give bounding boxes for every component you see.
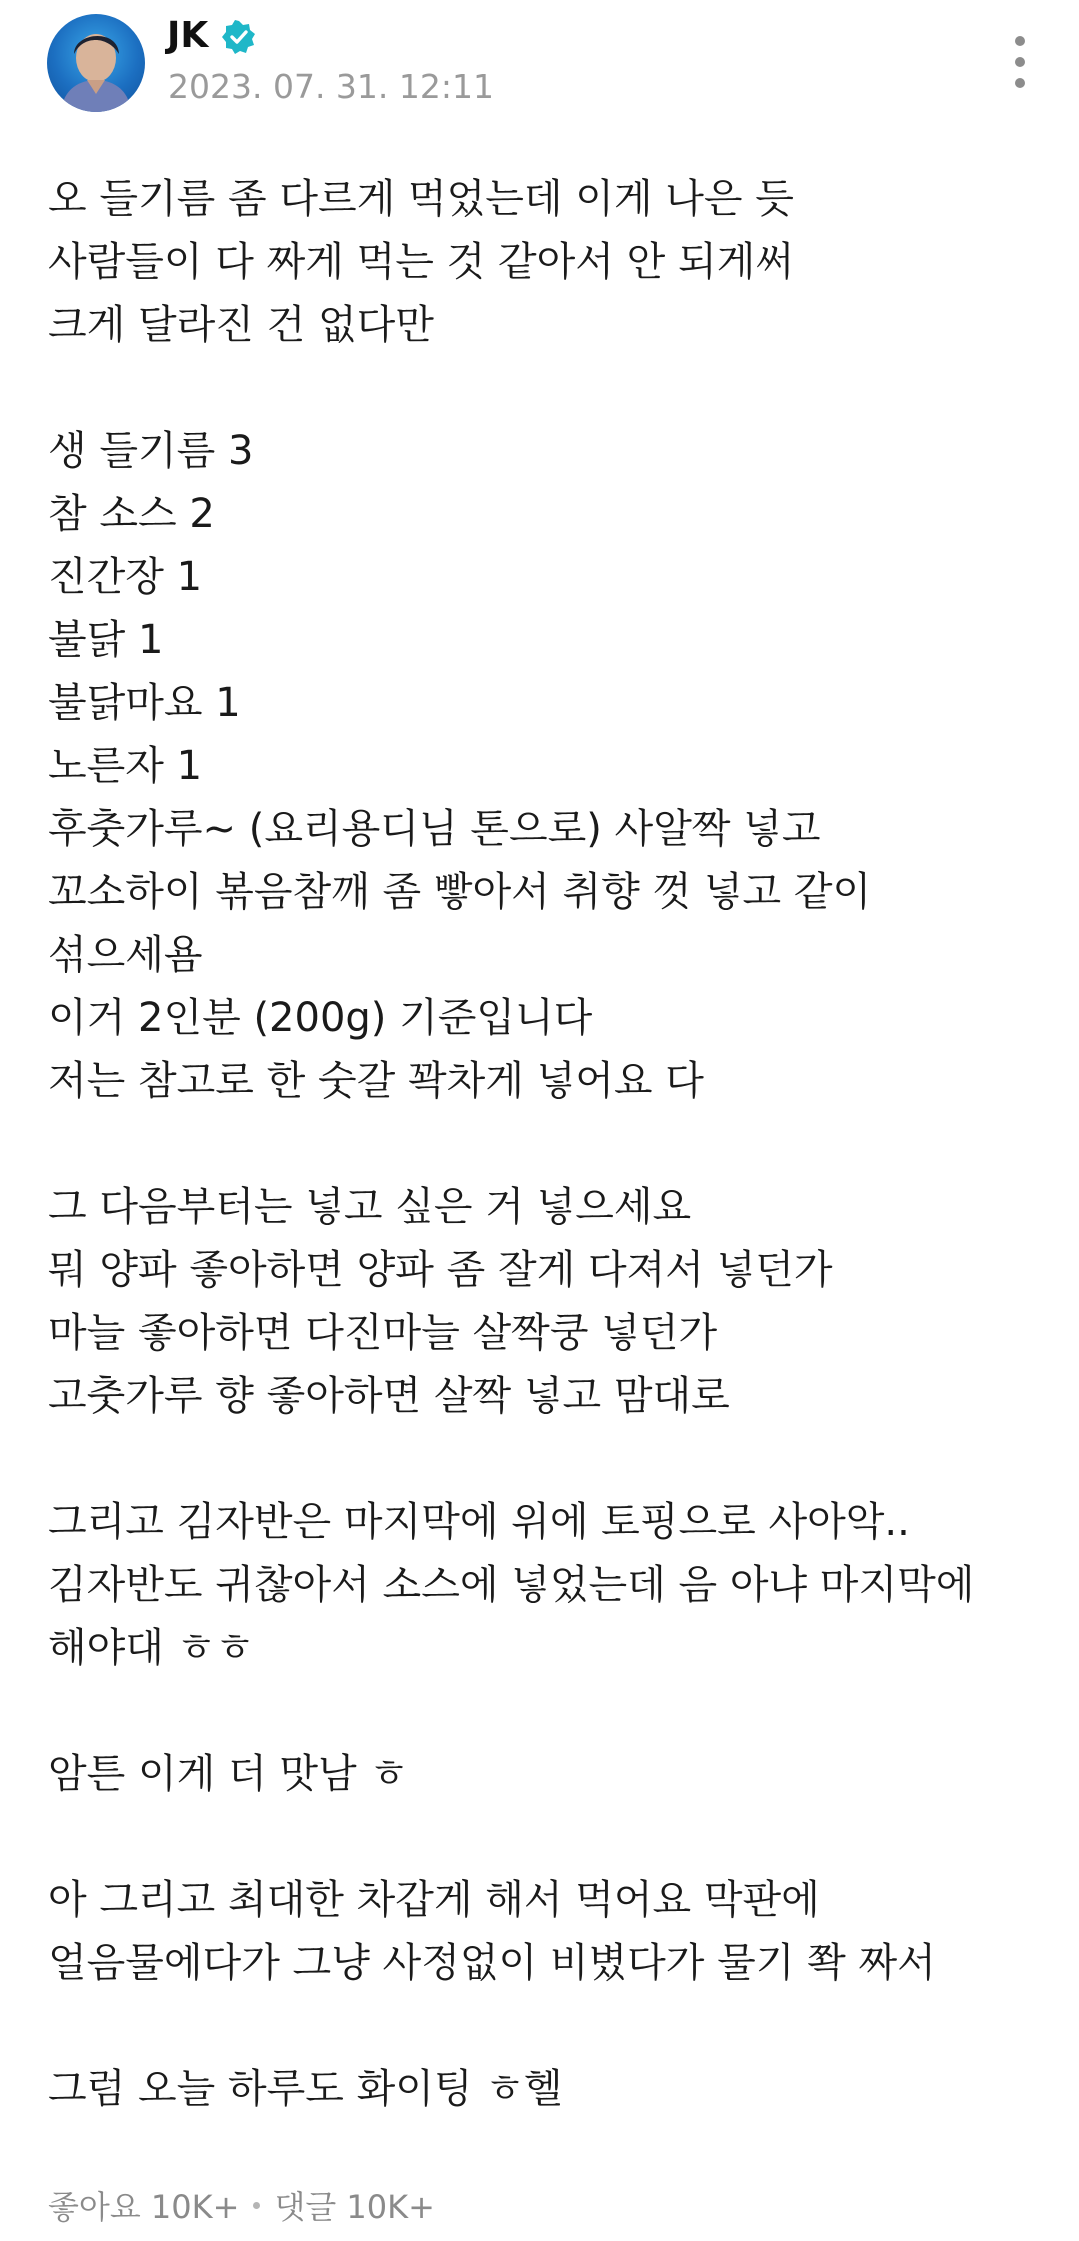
post-body: [48, 168, 1048, 2121]
post-line: 후춧가루~ (요리용디님 톤으로) 사알짝 넣고: [48, 806, 821, 852]
post-line: 고춧가루 향 좋아하면 살짝 넣고 맘대로: [48, 1373, 730, 1419]
post-line: 암튼 이게 더 맛남 ㅎ: [48, 1751, 408, 1797]
more-vertical-icon-dot: [1015, 57, 1025, 67]
post-line-blank: [48, 1680, 1048, 1743]
post-line-blank: [48, 1995, 1048, 2058]
post-line: 그 다음부터는 넣고 싶은 거 넣으세요: [48, 1184, 692, 1230]
post-line-blank: [48, 1806, 1048, 1869]
post-line: 노른자 1: [48, 743, 203, 789]
like-count[interactable]: 좋아요 10K+: [48, 2188, 240, 2226]
post-line: 불닭 1: [48, 617, 164, 663]
post-line-blank: [48, 1428, 1048, 1491]
post-line: 마늘 좋아하면 다진마늘 살짝쿵 넣던가: [48, 1310, 718, 1356]
post-line: 크게 달라진 건 없다만: [48, 302, 434, 348]
post-footer: [48, 2180, 435, 2230]
post-line: 참 소스 2: [48, 491, 215, 537]
separator-dot: [253, 2202, 260, 2209]
post-line: 얼음물에다가 그냥 사정없이 비볐다가 물기 쫙 짜서: [48, 1940, 936, 1986]
more-vertical-icon: [1015, 36, 1025, 46]
post-line-blank: [48, 357, 1048, 420]
avatar-portrait: [47, 14, 145, 112]
post-line: 해야대 ㅎㅎ: [48, 1625, 254, 1671]
post-line: 이거 2인분 (200g) 기준입니다: [48, 995, 593, 1041]
post-line: 김자반도 귀찮아서 소스에 넣었는데 음 아냐 마지막에: [48, 1562, 975, 1608]
author-name[interactable]: JK: [167, 15, 209, 56]
post-line: 그럼 오늘 하루도 화이팅 ㅎ헬: [48, 2066, 563, 2112]
verified-badge-icon: [222, 20, 256, 54]
post-line: 저는 참고로 한 숫갈 꽉차게 넣어요 다: [48, 1058, 704, 1104]
post-line: 오 들기름 좀 다르게 먹었는데 이게 나은 듯: [48, 176, 794, 222]
post-line: 생 들기름 3: [48, 428, 254, 474]
post-line: 꼬소하이 볶음참깨 좀 빻아서 취향 껏 넣고 같이: [48, 869, 872, 915]
post-line: 사람들이 다 짜게 먹는 것 같아서 안 되게써: [48, 239, 794, 285]
avatar[interactable]: [47, 14, 145, 112]
post-line: 섞으세욤: [48, 932, 203, 978]
post-line-blank: [48, 1113, 1048, 1176]
post-line: 불닭마요 1: [48, 680, 241, 726]
post-line: 뭐 양파 좋아하면 양파 좀 잘게 다져서 넣던가: [48, 1247, 833, 1293]
post-line: 진간장 1: [48, 554, 203, 600]
comment-count[interactable]: 댓글 10K+: [274, 2188, 435, 2226]
more-options-button[interactable]: [1000, 30, 1040, 94]
post-date: 2023. 07. 31. 12:11: [168, 67, 495, 106]
more-vertical-icon-dot: [1015, 78, 1025, 88]
post-line: 그리고 김자반은 마지막에 위에 토핑으로 사아악..: [48, 1499, 910, 1545]
post-line: 아 그리고 최대한 차갑게 해서 먹어요 막판에: [48, 1877, 820, 1923]
post-header: [0, 0, 1079, 130]
